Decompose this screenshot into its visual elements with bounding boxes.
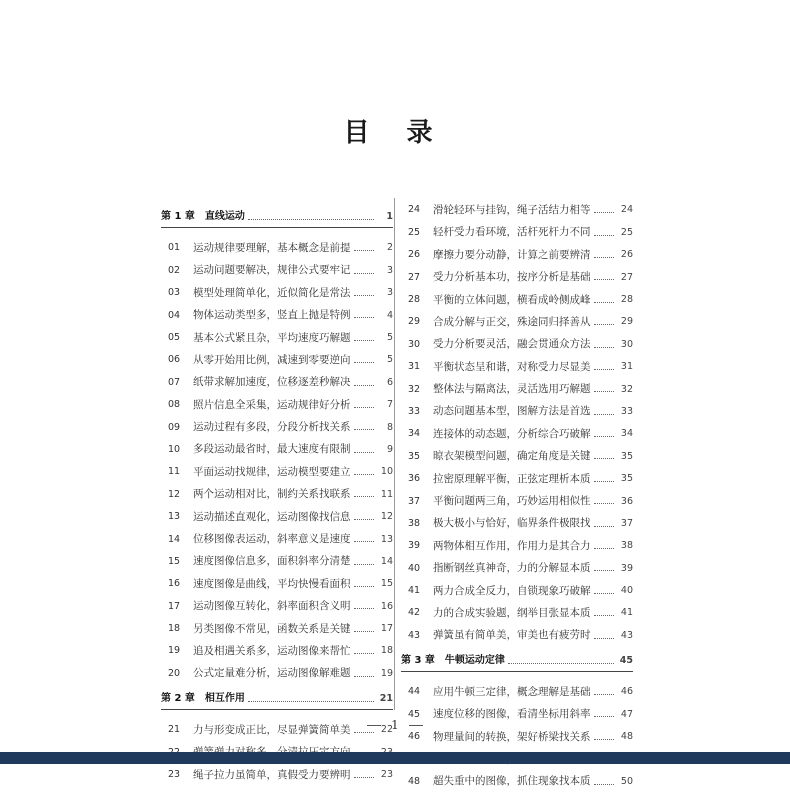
entry-number: 29 [407, 316, 421, 328]
toc-entry[interactable] [161, 573, 393, 595]
page-number: 47 [620, 708, 633, 720]
dot-leader [594, 234, 615, 236]
toc-entry[interactable] [161, 439, 393, 461]
entry-number: 07 [167, 376, 181, 388]
page-number: 2 [386, 242, 393, 254]
toc-entry[interactable] [161, 506, 393, 528]
entry-title: 两力合成全反力，自锁现象巧破解 [433, 584, 591, 597]
entry-number: 24 [407, 204, 421, 216]
toc-entry[interactable] [401, 535, 633, 557]
page-number: 43 [620, 629, 633, 641]
entry-title: 极大极小与恰好，临界条件极限找 [433, 517, 591, 530]
dot-leader [248, 700, 374, 702]
entry-title: 动态问题基本型，图解方法是首选 [433, 405, 591, 418]
dot-leader [354, 652, 375, 654]
footer-dash-left [367, 725, 381, 726]
toc-entry[interactable] [401, 681, 633, 703]
entry-number: 41 [407, 585, 421, 597]
dot-leader [354, 607, 375, 609]
dot-leader [594, 614, 615, 616]
page-number: 23 [380, 769, 393, 781]
page-number: 35 [620, 473, 633, 485]
dot-leader [594, 346, 615, 348]
footer-page-number: 1 [391, 718, 399, 732]
entry-number: 28 [407, 294, 421, 305]
entry-title: 拉密原理解平衡，正弦定理析本质 [433, 472, 591, 485]
entry-number: 19 [167, 645, 181, 657]
page-number: 7 [386, 399, 393, 411]
entry-number: 44 [407, 686, 421, 698]
dot-leader [594, 502, 615, 504]
entry-number: 04 [167, 309, 181, 321]
entry-title: 摩擦力要分动静，计算之前要辨清 [433, 248, 591, 261]
entry-title: 合成分解与正交，殊途同归择善从 [433, 315, 591, 328]
toc-chapter-heading[interactable] [161, 207, 393, 228]
entry-number: 06 [167, 354, 181, 366]
dot-leader [354, 339, 375, 341]
page-number: 3 [386, 264, 393, 276]
toc-entry[interactable] [401, 401, 633, 423]
toc-entry[interactable] [161, 282, 393, 304]
entry-title: 位移图像表运动，斜率意义是速度 [193, 533, 351, 546]
toc-entry[interactable] [401, 468, 633, 490]
toc-entry[interactable] [161, 461, 393, 483]
dot-leader [594, 592, 615, 594]
toc-entry[interactable] [401, 378, 633, 400]
entry-title: 照片信息全采集，运动规律好分析 [193, 398, 351, 411]
toc-entry[interactable] [161, 483, 393, 505]
chapter-title: 直线运动 [204, 211, 245, 222]
entry-number: 25 [407, 226, 421, 238]
page-number: 40 [620, 585, 633, 597]
page-number: 3 [386, 287, 393, 299]
entry-title: 超失重中的图像，抓住现象找本质 [433, 775, 591, 788]
page-number: 46 [620, 686, 633, 698]
dot-leader [594, 278, 615, 280]
dot-leader [354, 316, 375, 318]
bottom-color-bar [0, 752, 790, 764]
dot-leader [594, 738, 615, 740]
page-number: 32 [620, 383, 633, 395]
toc-entry[interactable] [161, 662, 393, 684]
page-number: 5 [386, 354, 393, 366]
page-number: 11 [380, 488, 393, 500]
entry-number: 17 [167, 600, 181, 612]
entry-number: 45 [407, 708, 421, 720]
entry-title: 物理量间的转换，架好桥梁找关系 [433, 730, 591, 743]
entry-number: 26 [407, 249, 421, 261]
dot-leader [594, 368, 615, 370]
dot-leader [594, 457, 615, 459]
chapter-number: 第 2 章 [161, 692, 195, 704]
entry-title: 运动描述直观化，运动图像找信息 [193, 510, 351, 523]
entry-title: 平衡问题两三角，巧妙运用相似性 [433, 495, 591, 508]
page-number: 38 [620, 540, 633, 552]
entry-number: 15 [167, 555, 181, 567]
toc-entry[interactable] [161, 416, 393, 438]
entry-title: 另类图像不常见，函数关系是关键 [193, 622, 351, 635]
entry-title: 受力分析要灵活，融会贯通众方法 [433, 338, 591, 351]
page-number: 35 [620, 450, 633, 462]
entry-number: 40 [407, 562, 421, 574]
toc-entry[interactable] [161, 618, 393, 640]
dot-leader [594, 547, 615, 549]
dot-leader [354, 518, 375, 520]
entry-title: 晾衣架模型问题，确定角度是关键 [433, 450, 591, 463]
toc-entry[interactable] [401, 770, 633, 792]
entry-number: 05 [167, 332, 181, 343]
entry-number: 27 [407, 271, 421, 283]
entry-title: 绳子拉力虽简单，真假受力要辨明 [193, 768, 351, 781]
entry-title: 多段运动最省时，最大速度有限制 [193, 443, 351, 456]
toc-entry[interactable] [161, 764, 393, 786]
toc-entry[interactable] [161, 394, 393, 416]
dot-leader [354, 473, 375, 475]
page-number: 29 [620, 316, 633, 328]
toc-chapter-heading[interactable] [401, 651, 633, 672]
toc-entry[interactable] [401, 221, 633, 243]
dot-leader [354, 428, 375, 430]
page-number: 28 [620, 294, 633, 305]
dot-leader [594, 413, 615, 415]
toc-entry[interactable] [161, 259, 393, 281]
entry-title: 平面运动找规律，运动模型要建立 [193, 465, 351, 478]
page-number: 50 [620, 775, 633, 787]
entry-number: 01 [167, 242, 181, 254]
entry-number: 43 [407, 629, 421, 641]
entry-number: 16 [167, 578, 181, 590]
entry-title: 速度图像信息多，面积斜率分清楚 [193, 555, 351, 568]
toc-entry[interactable] [401, 602, 633, 624]
page-number: 41 [620, 607, 633, 619]
page-number: 6 [386, 376, 393, 388]
toc-right-column [401, 199, 633, 793]
page-number: 19 [380, 667, 393, 679]
entry-title: 两物体相互作用，作用力是其合力 [433, 539, 591, 552]
dot-leader [354, 406, 375, 408]
toc-entry[interactable] [401, 244, 633, 266]
page-number: 13 [380, 533, 393, 545]
entry-title: 受力分析基本功，按序分析是基础 [433, 271, 591, 284]
toc-entry[interactable] [161, 349, 393, 371]
dot-leader [594, 211, 615, 213]
toc-entry[interactable] [401, 356, 633, 378]
chapter-title: 相互作用 [204, 692, 245, 704]
entry-title: 指断钢丝真神奇，力的分解显本质 [433, 562, 591, 575]
toc-entry[interactable] [401, 512, 633, 534]
toc-entry[interactable] [401, 199, 633, 221]
entry-title: 连接体的动态题，分析综合巧破解 [433, 427, 591, 440]
page-number: 37 [620, 517, 633, 529]
dot-leader [354, 451, 375, 453]
toc-entry[interactable] [161, 237, 393, 259]
entry-number: 12 [167, 488, 181, 500]
entry-number: 46 [407, 731, 421, 743]
entry-number: 48 [407, 775, 421, 787]
entry-number: 13 [167, 511, 181, 523]
entry-title: 运动图像互转化，斜率面积含义明 [193, 600, 351, 613]
toc-entry[interactable] [161, 327, 393, 349]
entry-title: 应用牛顿三定律，概念理解是基础 [433, 685, 591, 698]
page-number: 15 [380, 578, 393, 590]
page-number: 30 [620, 338, 633, 350]
dot-leader [354, 630, 375, 632]
dot-leader [594, 480, 615, 482]
page-title: 目 录 [343, 118, 447, 148]
page-number: 8 [386, 421, 393, 433]
dot-leader [354, 384, 375, 386]
entry-title: 速度位移的图像，看清坐标用斜率 [433, 708, 591, 721]
entry-title: 两个运动相对比，制约关系找联系 [193, 488, 351, 501]
dot-leader [594, 637, 615, 639]
page-number: 14 [380, 555, 393, 567]
dot-leader [594, 569, 615, 571]
dot-leader [594, 435, 615, 437]
page-number: 1 [386, 211, 393, 223]
page-number: 4 [386, 309, 393, 321]
dot-leader [354, 585, 375, 587]
page-number: 24 [620, 204, 633, 216]
entry-number: 32 [407, 383, 421, 395]
dot-leader [594, 693, 615, 695]
dot-leader [354, 675, 375, 677]
toc-entry[interactable] [401, 490, 633, 512]
page-number: 27 [620, 271, 633, 283]
dot-leader [354, 563, 375, 565]
page-number: 10 [380, 466, 393, 478]
entry-number: 39 [407, 540, 421, 552]
page-number: 26 [620, 249, 633, 261]
page-number: 21 [379, 693, 393, 705]
entry-number: 11 [167, 466, 181, 478]
dot-leader [354, 776, 375, 778]
page-number: 5 [386, 332, 393, 343]
page-number: 33 [620, 405, 633, 417]
entry-title: 模型处理简单化，近似简化是常法 [193, 286, 351, 299]
page-number: 12 [380, 511, 393, 523]
toc-entry[interactable] [401, 557, 633, 579]
page-number: 34 [620, 428, 633, 440]
toc-entry[interactable] [401, 423, 633, 445]
entry-title: 运动问题要解决，规律公式要牢记 [193, 264, 351, 277]
page-number: 25 [620, 226, 633, 238]
entry-title: 速度图像是曲线，平均快慢看面积 [193, 577, 351, 590]
entry-title: 力与形变成正比，尽显弹簧简单美 [193, 723, 351, 736]
dot-leader [594, 301, 615, 303]
entry-number: 14 [167, 533, 181, 545]
chapter-number: 第 1 章 [161, 211, 195, 222]
page-number: 39 [620, 562, 633, 574]
entry-title: 平衡的立体问题，横看成岭侧成峰 [433, 293, 591, 306]
entry-title: 追及相遇关系多，运动图像来帮忙 [193, 644, 351, 657]
entry-title: 纸带求解加速度，位移逐差秒解决 [193, 376, 351, 389]
dot-leader [594, 783, 615, 785]
dot-leader [248, 218, 374, 220]
toc-entry[interactable] [401, 266, 633, 288]
entry-title: 滑轮轻环与挂钩，绳子活结力相等 [433, 203, 591, 216]
entry-number: 34 [407, 428, 421, 440]
page-number: 16 [380, 600, 393, 612]
dot-leader [354, 294, 375, 296]
entry-number: 30 [407, 338, 421, 350]
page-number: 36 [620, 495, 633, 507]
entry-number: 38 [407, 517, 421, 529]
dot-leader [354, 272, 375, 274]
page-number: 22 [380, 724, 393, 736]
dot-leader [354, 540, 375, 542]
entry-number: 08 [167, 399, 181, 411]
toc-entry[interactable] [401, 311, 633, 333]
entry-number: 36 [407, 473, 421, 485]
entry-number: 21 [167, 724, 181, 736]
entry-title: 从零开始用比例，减速到零要逆向 [193, 353, 351, 366]
toc-entry[interactable] [401, 333, 633, 355]
dot-leader [594, 390, 615, 392]
entry-title: 运动过程有多段，分段分析找关系 [193, 421, 351, 434]
toc-entry[interactable] [161, 640, 393, 662]
toc-entry[interactable] [401, 289, 633, 311]
entry-number: 23 [167, 769, 181, 781]
dot-leader [594, 323, 615, 325]
footer-dash-right [409, 725, 423, 726]
entry-number: 02 [167, 264, 181, 276]
entry-number: 33 [407, 405, 421, 417]
page-number: 9 [386, 443, 393, 455]
toc-chapter-heading[interactable] [161, 689, 393, 710]
column-divider [394, 198, 395, 710]
dot-leader [354, 495, 375, 497]
entry-title: 整体法与隔离法，灵活选用巧解题 [433, 383, 591, 396]
entry-title: 轻杆受力看环境，活杆死杆力不同 [433, 226, 591, 239]
entry-number: 42 [407, 607, 421, 619]
entry-number: 37 [407, 495, 421, 507]
page-number: 31 [620, 361, 633, 373]
page-number: 45 [619, 655, 633, 667]
entry-number: 20 [167, 667, 181, 679]
entry-title: 平衡状态呈和谐，对称受力尽显美 [433, 360, 591, 373]
entry-title: 基本公式紧且杂，平均速度巧解题 [193, 331, 351, 344]
dot-leader [354, 361, 375, 363]
chapter-title: 牛顿运动定律 [444, 654, 505, 666]
entry-title: 力的合成实验题，纲举目张显本质 [433, 606, 591, 619]
entry-number: 10 [167, 443, 181, 455]
dot-leader [508, 662, 614, 664]
toc-entry[interactable] [401, 445, 633, 467]
page-number: 18 [380, 645, 393, 657]
page-number: 48 [620, 731, 633, 743]
toc-entry[interactable] [161, 595, 393, 617]
entry-number: 09 [167, 421, 181, 433]
dot-leader [594, 525, 615, 527]
entry-title: 弹簧虽有简单美，审美也有疲劳时 [433, 629, 591, 642]
toc-entry[interactable] [401, 624, 633, 646]
entry-title: 物体运动类型多，竖直上抛是特例 [193, 309, 351, 322]
toc-entry[interactable] [161, 371, 393, 393]
entry-title: 公式定量难分析，运动图像解难题 [193, 667, 351, 680]
toc-entry[interactable] [161, 304, 393, 326]
chapter-number: 第 3 章 [401, 654, 435, 666]
entry-number: 18 [167, 623, 181, 635]
toc-left-column [161, 203, 393, 786]
toc-entry[interactable] [161, 528, 393, 550]
entry-title: 运动规律要理解，基本概念是前提 [193, 241, 351, 254]
page-footer [0, 718, 790, 732]
entry-number: 35 [407, 450, 421, 462]
toc-entry[interactable] [161, 550, 393, 572]
dot-leader [594, 256, 615, 258]
entry-number: 31 [407, 361, 421, 373]
page-number: 17 [380, 623, 393, 635]
toc-entry[interactable] [401, 580, 633, 602]
entry-number: 03 [167, 287, 181, 299]
dot-leader [354, 249, 375, 251]
